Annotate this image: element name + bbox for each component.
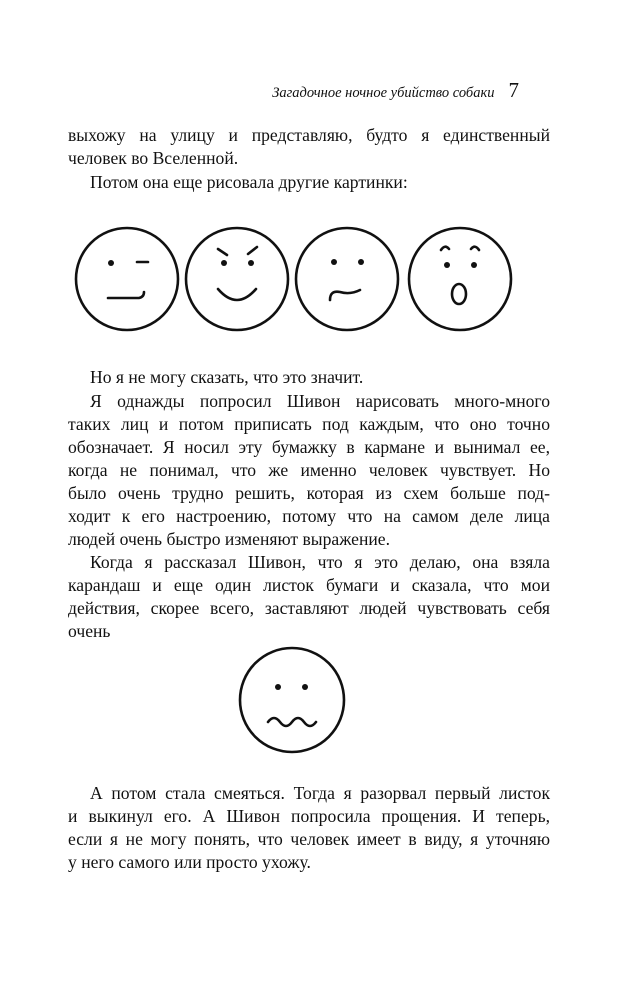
- text-line: человек во Вселенной.: [68, 148, 239, 168]
- confused-face: [296, 228, 398, 330]
- text-line: и выкинул его. А Шивон попросила прощения. И теперь,: [68, 806, 550, 826]
- text-line: действия, скорее всего, заставляют людей чувствовать себя: [68, 598, 550, 618]
- angry-smiling-face: [186, 228, 288, 330]
- surprised-face: [409, 228, 511, 330]
- paragraph-3: [68, 366, 550, 389]
- page-number: 7: [508, 78, 519, 102]
- text-line: когда не понимал, что же именно человек чувствует. Но: [68, 460, 550, 480]
- paragraph-5: [68, 551, 550, 643]
- uneasy-face: [240, 648, 344, 752]
- text-line: А потом стала смеяться. Тогда я разорвал первый листок: [90, 783, 550, 803]
- text-line: Я однажды попросил Шивон нарисовать много-много: [90, 391, 550, 411]
- text-line: обозначает. Я носил эту бумажку в кармане и вынимал ее,: [68, 437, 550, 457]
- text-line: Потом она еще рисовала другие картинки:: [90, 172, 408, 192]
- paragraph-4: [68, 390, 550, 551]
- text-line: очень: [68, 621, 111, 641]
- text-line: если я не могу понять, что человек имеет в виду, я уточняю: [68, 829, 550, 849]
- text-line: таких лиц и потом приписать под каждым, что оно точно: [68, 414, 550, 434]
- text-line: людей очень быстро изменяют выражение.: [68, 529, 390, 549]
- text-line: Но я не могу сказать, что это значит.: [90, 367, 364, 387]
- text-line: было очень трудно решить, которая из схем больше под-: [68, 483, 550, 503]
- winking-face: [76, 228, 178, 330]
- text-line: выхожу на улицу и представляю, будто я единственный: [68, 125, 550, 145]
- text-line: Когда я рассказал Шивон, что я это делаю, она взяла: [90, 552, 550, 572]
- paragraph-6: [68, 782, 550, 874]
- running-title: Загадочное ночное убийство собаки: [272, 85, 495, 101]
- text-line: у него самого или просто ухожу.: [68, 852, 311, 872]
- text-line: карандаш и еще один листок бумаги и сказала, что мои: [68, 575, 550, 595]
- text-line: ходит к его настроению, потому что на самом деле лица: [68, 506, 550, 526]
